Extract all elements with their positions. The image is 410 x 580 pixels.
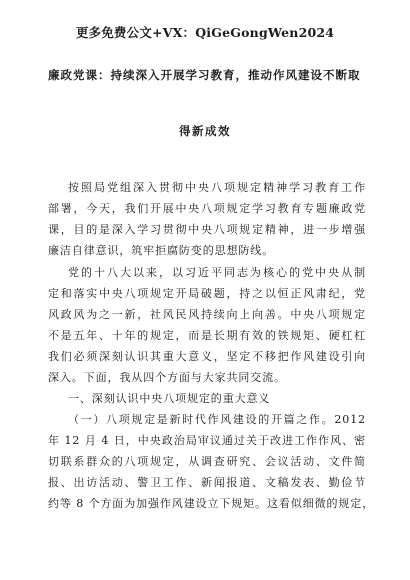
paragraph2-line: 风政风为之一新，社风民风持续向上向善。中央八项规定: [48, 308, 366, 321]
document-title-line2: 得新成效: [179, 124, 231, 138]
paragraph1-line: 部署，今天，我们开展中央八项规定学习教育专题廉政党: [48, 202, 366, 215]
paragraph1-line: 廉洁自律意识，筑牢拒腐防变的思想防线。: [48, 244, 275, 257]
page-header: 更多免费公文+VX：QiGeGongWen2024: [75, 25, 335, 40]
paragraph3-line: 约等 8 个方面为加强作风建设立下规矩。这看似细微的规定，: [48, 497, 375, 510]
paragraph2-line: 深入。下面，我从四个方面与大家共同交流。: [48, 371, 286, 384]
paragraph3-line: （一）八项规定是新时代作风建设的开篇之作。2012: [68, 413, 366, 426]
paragraph2-line: 党的十八大以来，以习近平同志为核心的党中央从制: [68, 266, 366, 279]
paragraph1-line: 课，目的是深入学习贯彻中央八项规定精神，进一步增强: [48, 223, 366, 236]
paragraph3-line: 切联系群众的八项规定，从调查研究、会议活动、文件简: [48, 455, 366, 468]
paragraph3-line: 报、出访活动、警卫工作、新闻报道、文稿发表、勤俭节: [48, 476, 366, 489]
paragraph2-line: 不是五年、十年的规定，而是长期有效的铁规矩、硬杠杠: [48, 329, 366, 342]
paragraph2-line: 我们必须深刻认识其重大意义，坚定不移把作风建设引向: [48, 350, 366, 363]
paragraph1-line: 按照局党组深入贯彻中央八项规定精神学习教育工作: [68, 181, 366, 194]
paragraph3-line: 年 12 月 4 日，中央政治局审议通过关于改进工作作风、密: [48, 434, 366, 447]
document-title-line1: 廉政党课：持续深入开展学习教育，推动作风建设不断取: [48, 68, 361, 82]
section-heading: 一、深刻认识中央八项规定的重大意义: [68, 392, 271, 405]
paragraph2-line: 定和落实中央八项规定开局破题，持之以恒正风肃纪，党: [48, 287, 366, 300]
